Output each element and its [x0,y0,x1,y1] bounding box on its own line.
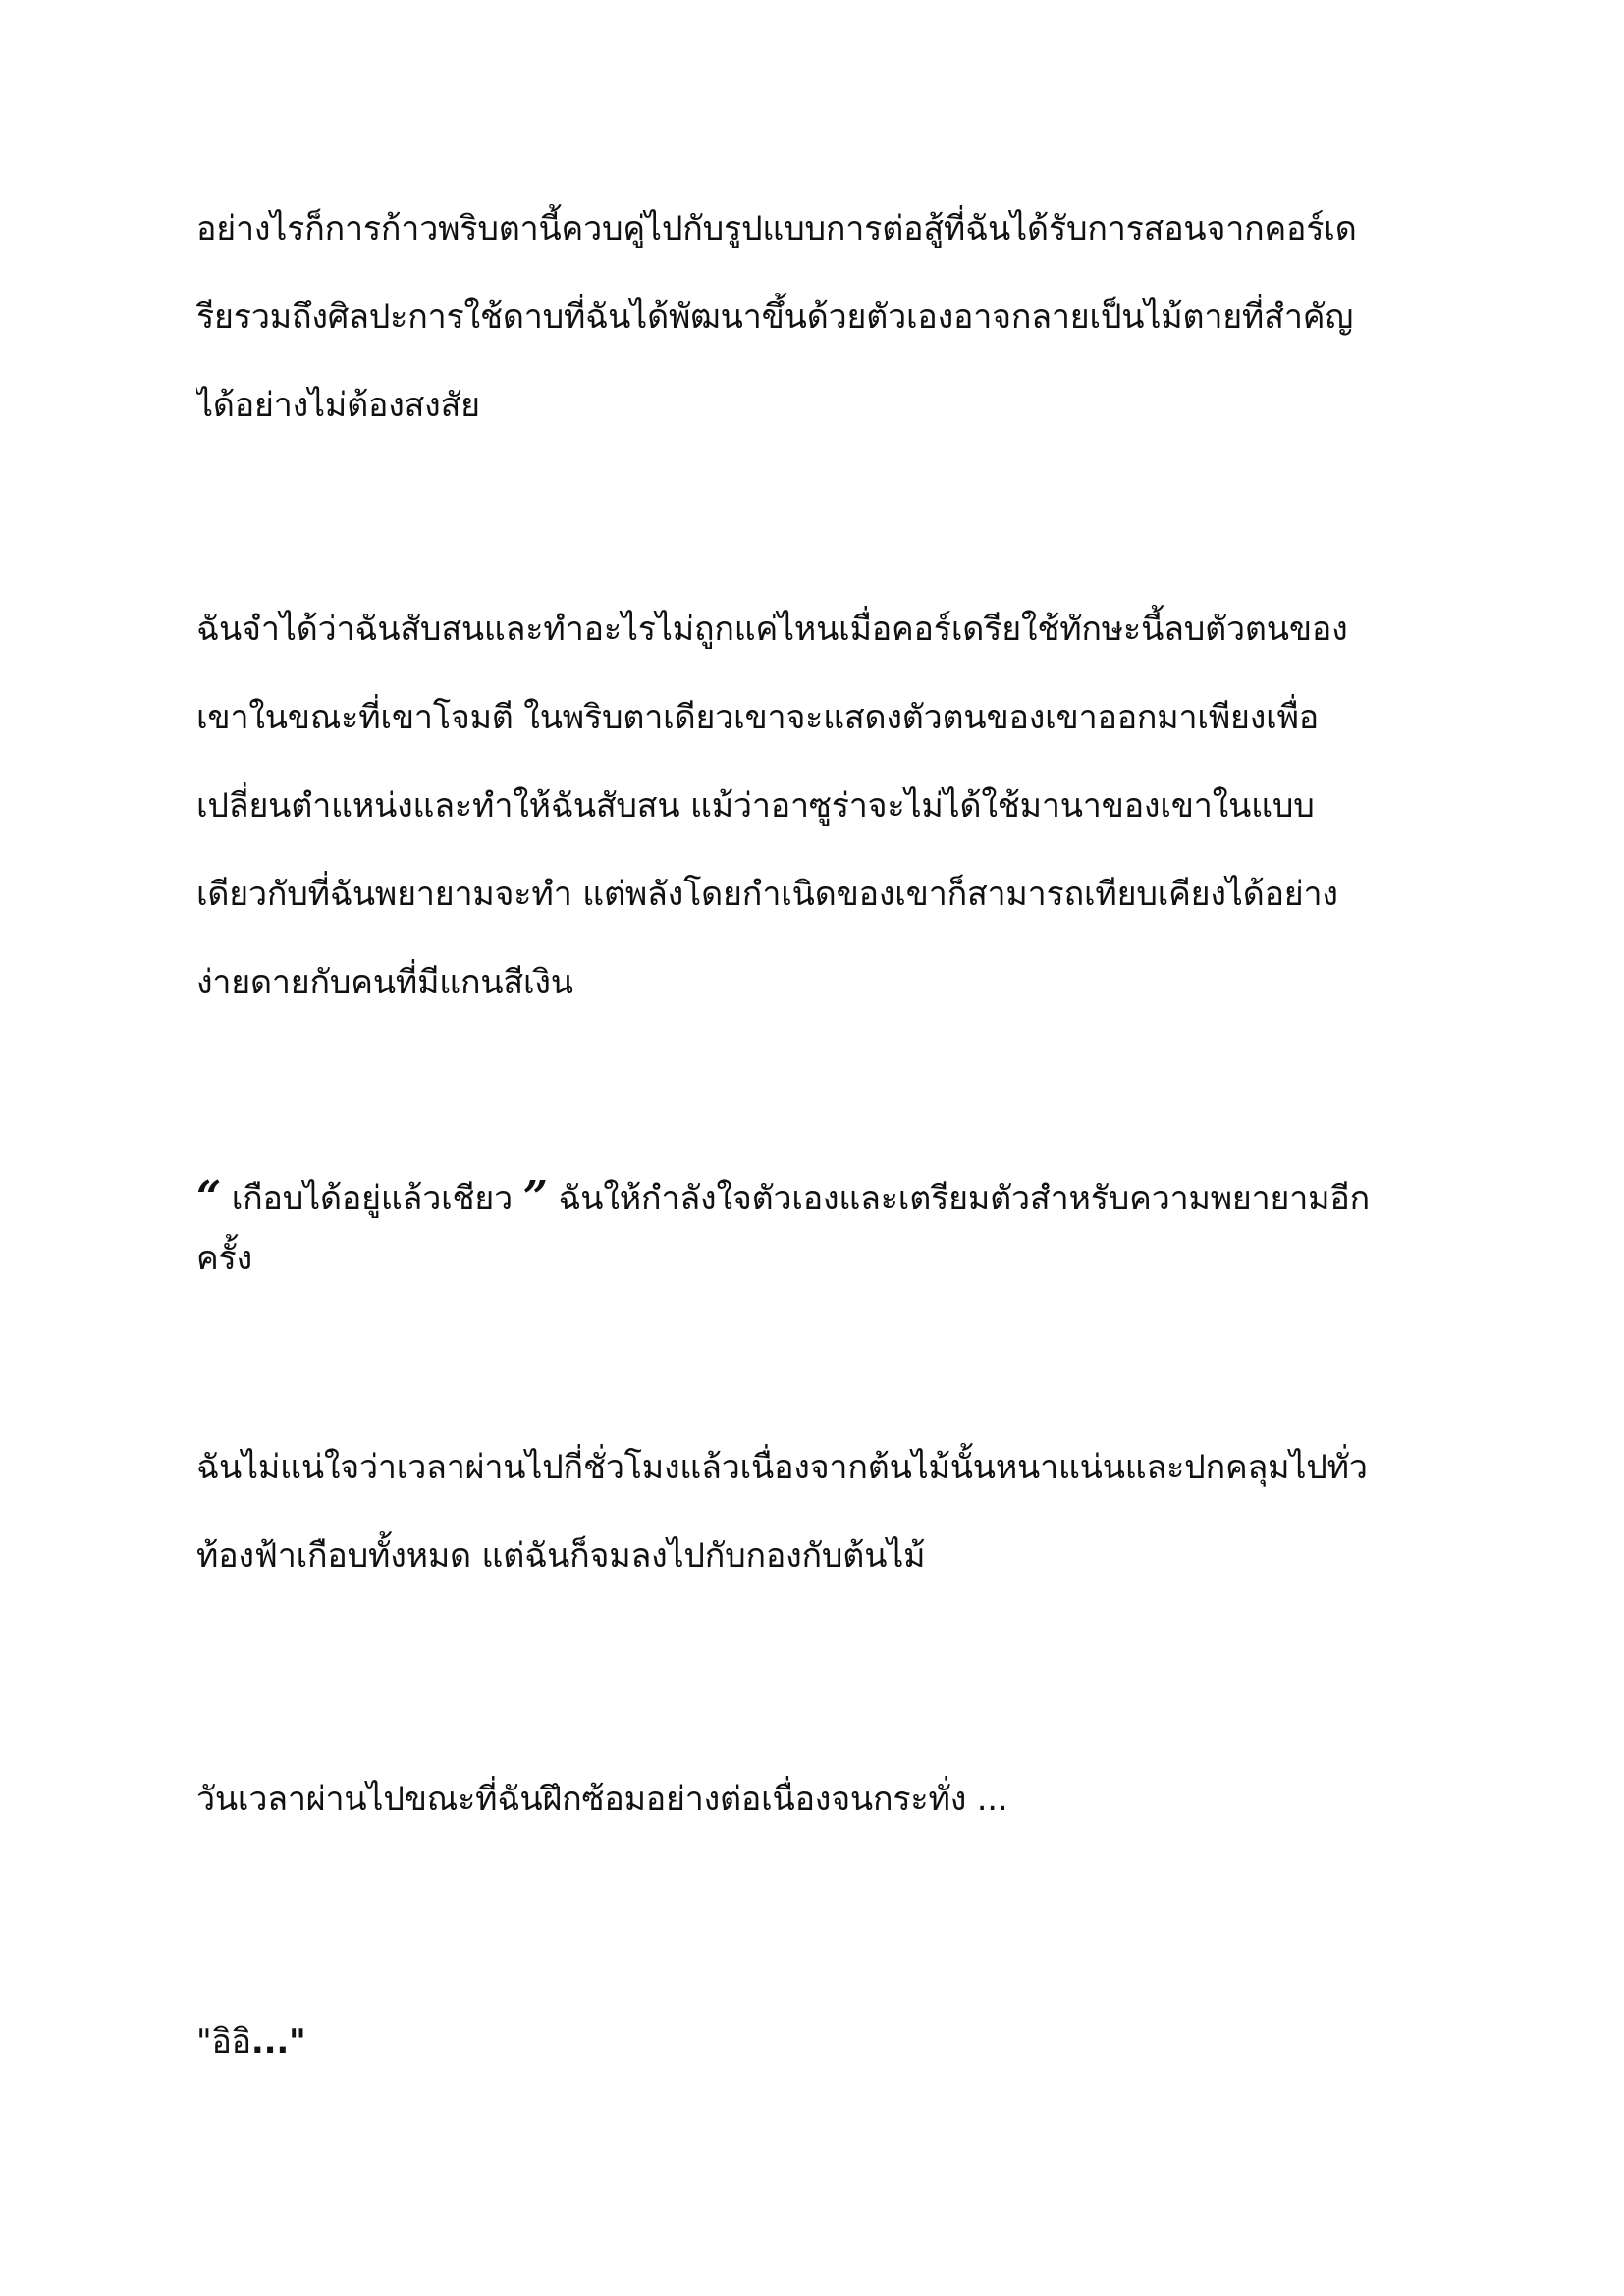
paragraph-6-line-1 [196,2012,1463,2071]
paragraph-1-line-1: อย่างไรก็การก้าวพริบตานี้ควบคู่ไปกับรูปแบบการต่อสู้ที่ฉันได้รับการสอนจากคอร์เด [196,209,1357,248]
paragraph-2-line-5: ง่ายดายกับคนที่มีแกนสีเงิน [196,963,573,1002]
paragraph-3-line-1 [196,1168,1463,1228]
laugh-ellipsis: ..." [250,2022,306,2061]
quoted-speech: เกือบได้อยู่แล้วเชียว [221,1179,523,1218]
paragraph-3-line-2: ครั้ง [196,1239,253,1278]
paragraph-2-line-3: เปลี่ยนตำแหน่งและทำให้ฉันสับสน แม้ว่าอาซูร่าจะไม่ได้ใช้มานาของเขาในแบบ [196,786,1315,826]
paragraph-2-line-4: เดียวกับที่ฉันพยายามจะทำ แต่พลังโดยกำเนิดของเขาก็สามารถเทียบเคียงได้อย่าง [196,875,1338,914]
paragraph-2-line-1: ฉันจำได้ว่าฉันสับสนและทำอะไรไม่ถูกแค่ไหนเมื่อคอร์เดรียใช้ทักษะนี้ลบตัวตนของ [196,610,1348,649]
open-quote-mark: “ [196,1172,222,1222]
dialogue-narration: ฉันให้กำลังใจตัวเองและเตรียมตัวสำหรับความพยายามอีก [547,1179,1370,1218]
paragraph-1-line-2: รียรวมถึงศิลปะการใช้ดาบที่ฉันได้พัฒนาขึ้นด้วยตัวเองอาจกลายเป็นไม้ตายที่สำคัญ [196,297,1354,337]
paragraph-1-line-3: ได้อย่างไม่ต้องสงสัย [196,386,480,425]
paragraph-5-line-1: วันเวลาผ่านไปขณะที่ฉันฝึกซ้อมอย่างต่อเนื่องจนกระทั่ง ... [196,1780,1008,1819]
paragraph-4-line-1: ฉันไม่แน่ใจว่าเวลาผ่านไปกี่ชั่วโมงแล้วเนื่องจากต้นไม้นั้นหนาแน่นและปกคลุมไปทั่ว [196,1448,1368,1487]
close-quote-mark: ” [522,1172,548,1222]
laugh-text: "อิอิ [196,2022,251,2061]
paragraph-4-line-2: ท้องฟ้าเกือบทั้งหมด แต่ฉันก็จมลงไปกับกองกับต้นไม้ [196,1536,926,1575]
paragraph-2-line-2: เขาในขณะที่เขาโจมตี ในพริบตาเดียวเขาจะแสดงตัวตนของเขาออกมาเพียงเพื่อ [196,698,1320,737]
